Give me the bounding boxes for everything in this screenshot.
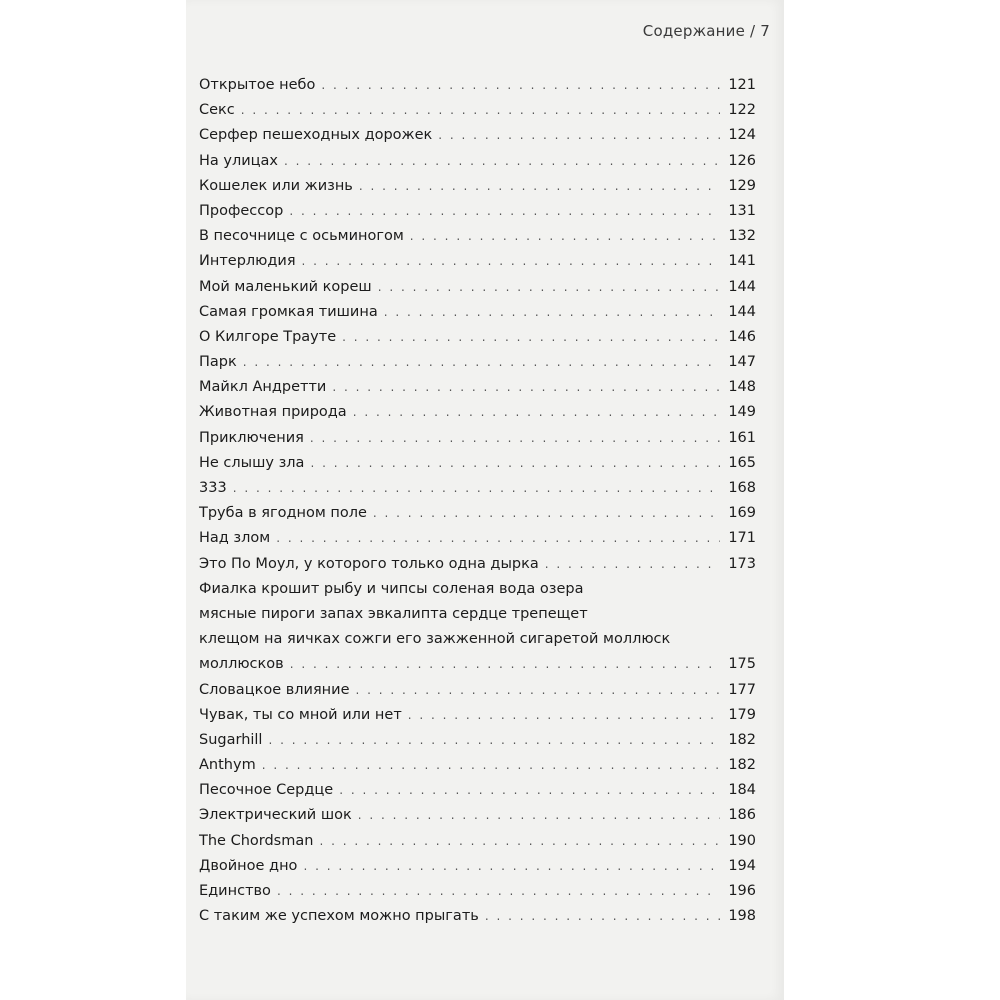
toc-entry-page: 121 (728, 77, 756, 93)
toc-entry-page: 147 (728, 354, 756, 371)
toc-entry-title: Приключения (199, 429, 304, 446)
toc-entry-page: 144 (728, 278, 756, 295)
toc-entry (199, 904, 756, 929)
toc-leader-dots (241, 98, 720, 123)
toc-entry-page: 194 (728, 857, 756, 874)
toc-leader-dots (342, 325, 720, 350)
toc-entry-title: Открытое небо (199, 77, 316, 93)
toc-entry (199, 879, 756, 904)
book-page (186, 0, 784, 1000)
toc-entry-title: Секс (199, 102, 235, 119)
toc-entry-page: 161 (728, 429, 756, 446)
table-of-contents (199, 73, 756, 929)
toc-leader-dots (359, 174, 720, 199)
toc-entry (199, 778, 756, 803)
toc-entry-title: Самая громкая тишина (199, 303, 378, 320)
toc-entry-title: Интерлюдия (199, 253, 296, 270)
toc-leader-dots (321, 73, 720, 98)
toc-entry-page: 177 (728, 681, 756, 698)
toc-leader-dots (302, 249, 720, 274)
toc-entry-page: 171 (728, 530, 756, 547)
toc-leader-dots (319, 829, 720, 854)
toc-leader-dots (378, 275, 720, 300)
toc-leader-dots (290, 652, 720, 677)
running-head: Содержание / 7 (642, 22, 770, 40)
toc-entry (199, 753, 756, 778)
toc-entry-page: 149 (728, 404, 756, 421)
toc-entry (199, 451, 756, 476)
toc-entry-title: Майкл Андретти (199, 379, 327, 396)
toc-leader-dots (276, 526, 720, 551)
toc-leader-dots (243, 350, 720, 375)
toc-leader-dots (310, 426, 720, 451)
toc-entry-page: 132 (728, 228, 756, 245)
toc-entry-page: 122 (728, 102, 756, 119)
toc-entry-page: 184 (728, 782, 756, 799)
toc-entry (199, 249, 756, 274)
toc-entry-page: 129 (728, 177, 756, 194)
toc-entry (199, 652, 756, 677)
toc-entry (199, 703, 756, 728)
toc-entry (199, 73, 756, 98)
toc-entry (199, 199, 756, 224)
toc-leader-dots (356, 678, 720, 703)
toc-entry-page: 126 (728, 152, 756, 169)
toc-entry-page: 179 (728, 706, 756, 723)
toc-leader-dots (262, 753, 720, 778)
toc-entry-title: Anthym (199, 757, 256, 774)
toc-entry-page: 196 (728, 883, 756, 899)
toc-leader-dots (353, 400, 720, 425)
toc-leader-dots (408, 703, 720, 728)
toc-entry-title: Над злом (199, 530, 271, 547)
toc-entry-title: мясные пироги запах эвкалипта сердце трепещет (199, 605, 588, 622)
toc-entry-page: 144 (728, 303, 756, 320)
toc-entry-page: 168 (728, 480, 756, 496)
toc-entry-page: 182 (728, 757, 756, 774)
toc-leader-dots (284, 149, 720, 174)
toc-entry (199, 526, 756, 551)
toc-leader-dots (410, 224, 720, 249)
toc-entry (199, 426, 756, 451)
toc-entry-title: Единство (199, 883, 271, 899)
toc-entry (199, 325, 756, 350)
toc-entry-title: Труба в ягодном поле (199, 505, 367, 522)
toc-entry-title: Чувак, ты со мной или нет (199, 706, 402, 723)
toc-leader-dots (303, 854, 720, 879)
toc-leader-dots (289, 199, 720, 224)
toc-entry (199, 400, 756, 425)
toc-entry (199, 275, 756, 300)
toc-entry (199, 501, 756, 526)
toc-entry-title: Профессор (199, 202, 284, 219)
toc-entry-title: Парк (199, 354, 237, 371)
toc-entry-page: 141 (728, 253, 756, 270)
toc-entry-title: The Chordsman (199, 832, 314, 849)
toc-leader-dots (358, 803, 720, 828)
toc-entry-title: Кошелек или жизнь (199, 177, 353, 194)
toc-entry (199, 149, 756, 174)
toc-entry-title: В песочнице с осьминогом (199, 228, 404, 245)
toc-leader-dots (384, 300, 720, 325)
toc-entry-title: С таким же успехом можно прыгать (199, 908, 479, 925)
toc-entry-page: 169 (728, 505, 756, 522)
toc-entry-page: 165 (728, 454, 756, 471)
toc-entry (199, 577, 756, 602)
toc-entry-title: Электрический шок (199, 807, 352, 824)
toc-entry-page: 124 (728, 127, 756, 144)
toc-entry-title: клещом на яичках сожги его зажженной сигаретой моллюск (199, 631, 671, 648)
toc-entry (199, 803, 756, 828)
toc-entry-title: 333 (199, 480, 227, 496)
toc-entry-title: моллюсков (199, 656, 284, 673)
toc-entry-title: Sugarhill (199, 731, 263, 748)
toc-leader-dots (268, 728, 720, 753)
toc-entry-title: На улицах (199, 152, 279, 169)
toc-entry (199, 174, 756, 199)
toc-entry (199, 678, 756, 703)
toc-entry (199, 627, 756, 652)
toc-entry-page: 198 (728, 908, 756, 925)
toc-entry-title: Фиалка крошит рыбу и чипсы соленая вода озера (199, 580, 584, 597)
toc-entry-title: Не слышу зла (199, 454, 305, 471)
toc-entry (199, 829, 756, 854)
toc-leader-dots (339, 778, 720, 803)
toc-entry-page: 173 (728, 555, 756, 572)
toc-entry (199, 602, 756, 627)
toc-leader-dots (310, 451, 720, 476)
toc-entry (199, 854, 756, 879)
toc-entry-page: 148 (728, 379, 756, 396)
toc-entry-title: Мой маленький кореш (199, 278, 372, 295)
toc-entry-page: 131 (728, 202, 756, 219)
toc-entry (199, 375, 756, 400)
toc-leader-dots (485, 904, 720, 929)
toc-entry-title: Животная природа (199, 404, 347, 421)
toc-leader-dots (373, 501, 720, 526)
toc-entry (199, 300, 756, 325)
toc-entry-page: 175 (728, 656, 756, 673)
toc-leader-dots (438, 123, 720, 148)
toc-entry (199, 350, 756, 375)
toc-leader-dots (233, 476, 720, 501)
toc-entry (199, 728, 756, 753)
toc-entry-title: Это По Моул, у которого только одна дырка (199, 555, 539, 572)
toc-entry (199, 98, 756, 123)
toc-entry-title: Серфер пешеходных дорожек (199, 127, 433, 144)
toc-entry-page: 182 (728, 731, 756, 748)
toc-leader-dots (332, 375, 720, 400)
toc-entry-title: Песочное Сердце (199, 782, 334, 799)
toc-entry (199, 552, 756, 577)
toc-leader-dots (545, 552, 720, 577)
toc-entry-title: Словацкое влияние (199, 681, 350, 698)
toc-entry (199, 123, 756, 148)
toc-entry-page: 186 (728, 807, 756, 824)
toc-entry-title: Двойное дно (199, 857, 298, 874)
toc-entry (199, 476, 756, 501)
toc-leader-dots (277, 879, 720, 904)
toc-entry-page: 190 (728, 832, 756, 849)
toc-entry (199, 224, 756, 249)
toc-entry-page: 146 (728, 328, 756, 345)
toc-entry-title: О Килгоре Трауте (199, 328, 337, 345)
